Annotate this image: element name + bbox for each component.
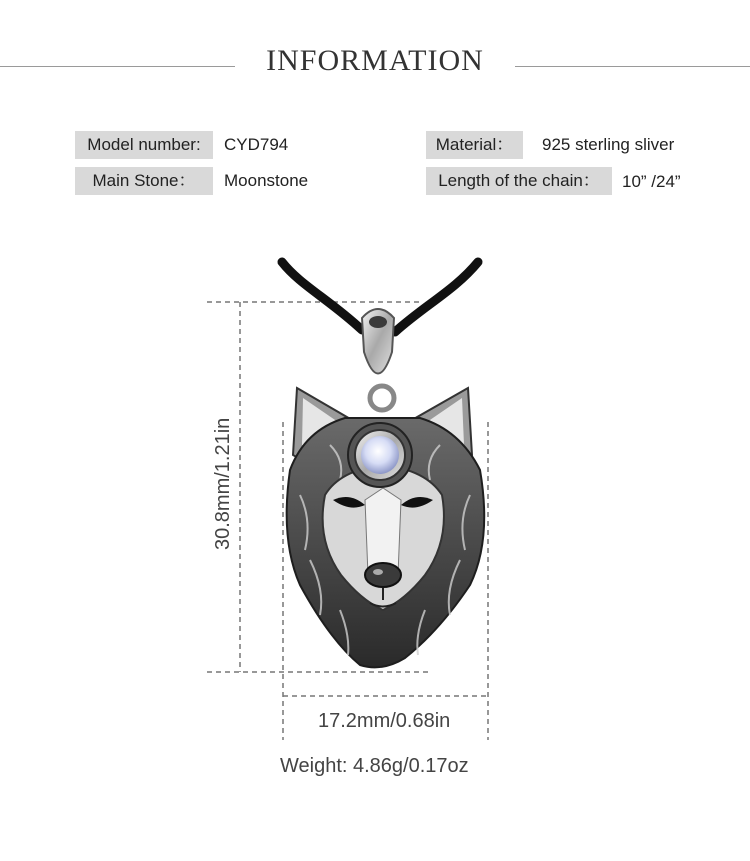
height-dimension-label: 30.8mm/1.21in bbox=[212, 417, 234, 550]
moonstone-gem bbox=[361, 436, 399, 474]
main-stone-value: Moonstone bbox=[224, 171, 309, 190]
bail bbox=[362, 309, 394, 410]
chain-length-label: Length of the chain： bbox=[426, 167, 612, 195]
weight-label: Weight: 4.86g/0.17oz bbox=[280, 755, 469, 777]
model-number-value: CYD794 bbox=[224, 135, 289, 154]
model-number-label: Model number: bbox=[75, 131, 213, 159]
material-value: 925 sterling sliver bbox=[542, 135, 675, 154]
width-dimension-label: 17.2mm/0.68in bbox=[318, 710, 451, 732]
page-title: INFORMATION bbox=[266, 44, 484, 77]
wolf-head bbox=[287, 388, 485, 667]
material-label: Material： bbox=[426, 131, 523, 159]
main-stone-label: Main Stone： bbox=[75, 167, 213, 195]
chain-length-value: 10” /24” bbox=[622, 172, 681, 191]
